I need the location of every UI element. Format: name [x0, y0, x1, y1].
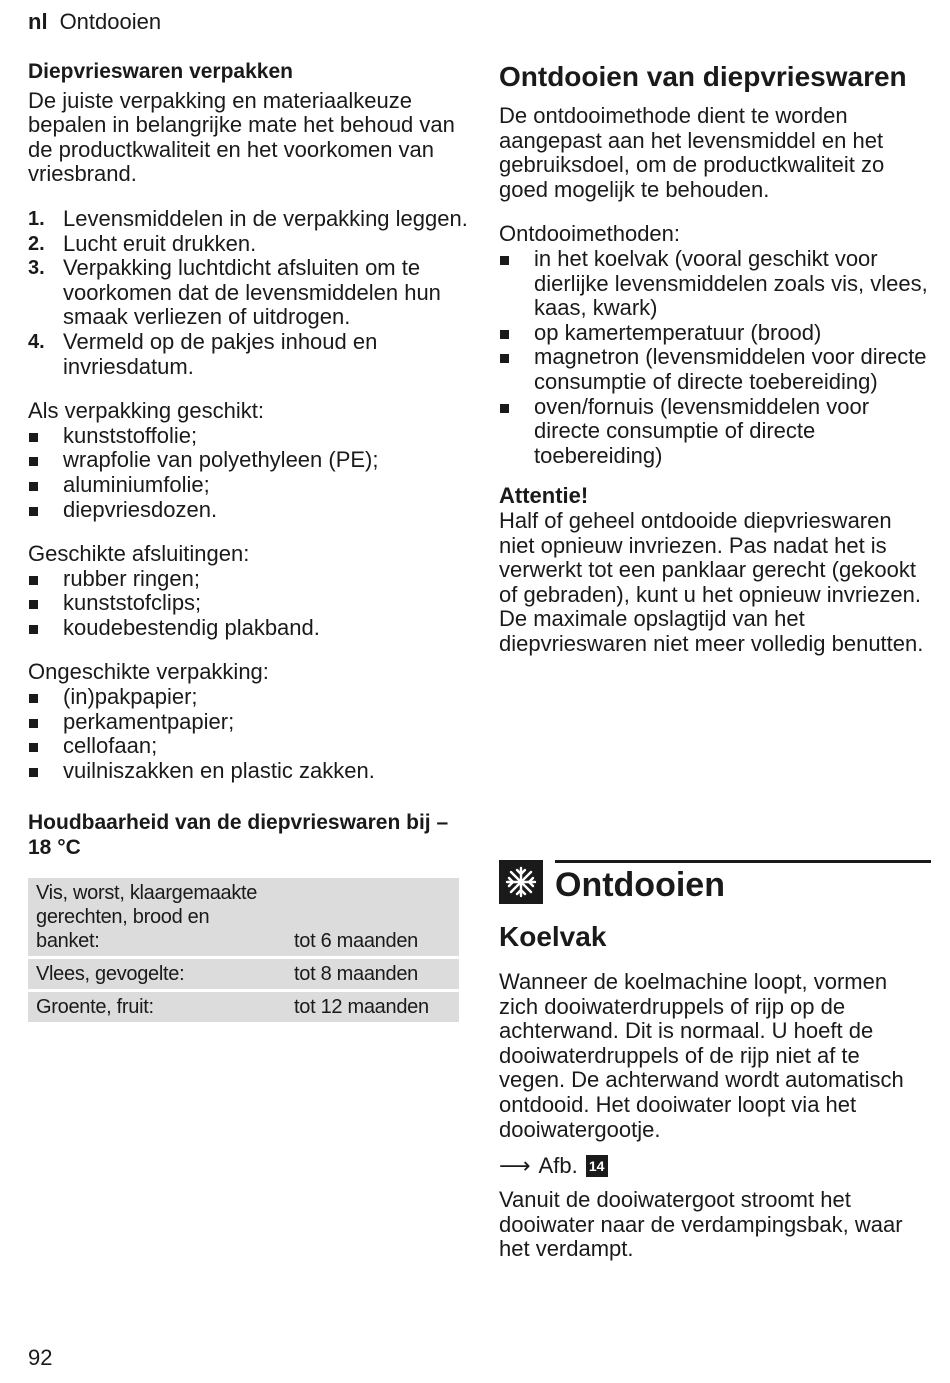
table-cell-duration: tot 8 maanden [286, 959, 459, 989]
bullet-icon [29, 433, 38, 442]
section-rule [555, 860, 931, 863]
language-code: nl [28, 9, 48, 34]
figure-number-badge: 14 [586, 1155, 608, 1177]
bullet-icon [500, 330, 509, 339]
storage-heading: Houdbaarheid van de diepvrieswaren bij –18 °C [28, 811, 449, 860]
bullet-icon [500, 354, 509, 363]
step-number: 1. [28, 207, 45, 230]
koelvak-section [499, 920, 931, 1262]
list-item: magnetron (levensmiddelen voor directe consumptie of directe toebereiding) [499, 345, 931, 394]
suitable-closures [28, 542, 468, 640]
page-header [28, 8, 161, 36]
list-item: op kamertemperatuur (brood) [499, 321, 931, 346]
step-number: 4. [28, 330, 45, 353]
list-item: kunststofclips; [28, 591, 468, 616]
list-item: diepvriesdozen. [28, 498, 468, 523]
koelvak-text: Wanneer de koelmachine loopt, vormen zich dooiwaterdruppels of rijp op de achterwand. Dit is normaal. U hoeft de dooiwaterdruppels of de rijp niet af te vegen. De achterwand wordt automatisch ontdooid. Het dooiwater loopt via het dooiwatergootje. [499, 969, 904, 1142]
right-column [499, 60, 931, 656]
packaging-intro: De juiste verpakking en materiaalkeuze bepalen in belangrijke mate het behoud van de productkwaliteit en het voorkomen van vriesbrand. [28, 87, 455, 187]
arrow-right-icon: ⟶ [499, 1153, 531, 1179]
attention-title: Attentie! [499, 483, 589, 509]
koelvak-text-2: Vanuit de dooiwatergoot stroomt het dooiwater naar de verdampingsbak, waar het verdampt. [499, 1187, 903, 1262]
thawing-intro: De ontdooimethode dient te worden aangepast aan het levensmiddel en het gebruiksdoel, om de productkwaliteit zo goed mogelijk te behouden. [499, 103, 885, 202]
suitable-packaging [28, 399, 468, 522]
list-item: aluminiumfolie; [28, 473, 468, 498]
page-number: 92 [28, 1345, 53, 1370]
bullet-icon [29, 743, 38, 752]
packaging-steps [28, 207, 468, 379]
bullet-icon [29, 576, 38, 585]
bullet-icon [29, 600, 38, 609]
list-item: vuilniszakken en plastic zakken. [28, 759, 468, 784]
attention-note [499, 484, 931, 656]
table-cell-item: Vlees, gevogelte: [28, 959, 286, 989]
step-number: 2. [28, 232, 45, 255]
figure-label: Afb. [538, 1153, 578, 1179]
step-number: 3. [28, 257, 45, 280]
step-item [28, 207, 468, 232]
unsuitable-label: Ongeschikte verpakking: [28, 659, 269, 685]
list-item: wrapfolie van polyethyleen (PE); [28, 448, 468, 473]
list-item: kunststoffolie; [28, 424, 468, 449]
closures-label: Geschikte afsluitingen: [28, 541, 250, 567]
step-text: Vermeld op de pakjes inhoud en invriesdatum. [63, 328, 378, 379]
koelvak-heading: Koelvak [499, 921, 607, 952]
thawing-heading: Ontdooien van diepvrieswaren [499, 61, 907, 92]
bullet-icon [29, 482, 38, 491]
bullet-icon [500, 404, 509, 413]
header-section-title: Ontdooien [59, 9, 162, 34]
packaging-heading: Diepvrieswaren verpakken [28, 60, 293, 83]
suitable-label: Als verpakking geschikt: [28, 398, 264, 424]
figure-reference [499, 1152, 931, 1180]
step-item [28, 330, 468, 379]
list-item: rubber ringen; [28, 567, 468, 592]
left-column [28, 60, 468, 1025]
table-cell-item: Vis, worst, klaargemaakte gerechten, brood en banket: [28, 878, 286, 956]
table-cell-duration: tot 12 maanden [286, 992, 459, 1022]
snowflake-icon [499, 860, 543, 904]
step-text: Levensmiddelen in de verpakking leggen. [63, 205, 468, 231]
table-cell-item: Groente, fruit: [28, 992, 286, 1022]
attention-text: De maximale opslagtijd van het diepvrieswaren niet meer volledig benutten. [499, 606, 924, 656]
step-item [28, 256, 468, 330]
list-item: in het koelvak (vooral geschikt voor dierlijke levensmiddelen zoals vis, vlees, kaas, kwark) [499, 247, 931, 321]
table-cell-duration: tot 6 maanden [286, 878, 459, 956]
bullet-icon [29, 457, 38, 466]
attention-text: Half of geheel ontdooide diepvrieswaren niet opnieuw invriezen. Pas nadat het is verwerkt tot een panklaar gerecht (gekookt of gebraden), kunt u het opnieuw invriezen. [499, 507, 921, 607]
list-item: cellofaan; [28, 734, 468, 759]
table-row [28, 992, 459, 1022]
list-item: perkamentpapier; [28, 710, 468, 735]
bullet-icon [29, 719, 38, 728]
section-title: Ontdooien [555, 866, 725, 904]
table-row [28, 878, 459, 956]
bullet-icon [29, 768, 38, 777]
table-row [28, 959, 459, 989]
bullet-icon [29, 507, 38, 516]
methods-label: Ontdooimethoden: [499, 221, 681, 247]
list-item: oven/fornuis (levensmiddelen voor directe consumptie of directe toebereiding) [499, 395, 931, 469]
storage-table [28, 875, 459, 1025]
step-text: Verpakking luchtdicht afsluiten om te voorkomen dat de levensmiddelen hun smaak verliezen of uitdrogen. [63, 255, 441, 330]
bullet-icon [29, 694, 38, 703]
step-text: Lucht eruit drukken. [63, 230, 257, 256]
bullet-icon [29, 625, 38, 634]
list-item: koudebestendig plakband. [28, 616, 468, 641]
list-item: (in)pakpapier; [28, 685, 468, 710]
bullet-icon [500, 256, 509, 265]
unsuitable-packaging [28, 660, 468, 783]
thawing-methods [499, 222, 931, 468]
step-item [28, 232, 468, 257]
